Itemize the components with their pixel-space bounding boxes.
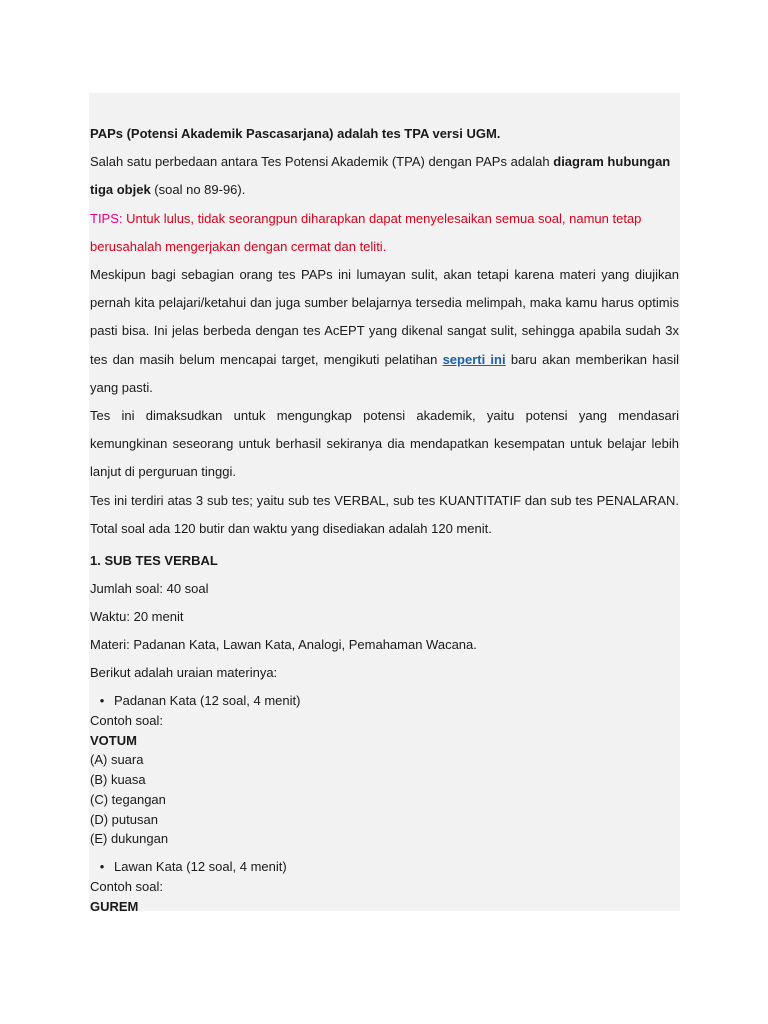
paragraph-difference: Salah satu perbedaan antara Tes Potensi Akademik (TPA) dengan PAPs adalah diagram hubungan tiga objek (soal no 89-96). <box>90 154 671 198</box>
paragraph-motivation: Meskipun bagi sebagian orang tes PAPs ini lumayan sulit, akan tetapi karena materi yang diujikan pernah kita pelajari/ketahui dan juga sumber belajarnya tersedia melimpah, maka kamu harus optimis pasti bisa. Ini jelas berbeda dengan tes AcEPT yang dikenal sangat sulit, sehingga apabila sudah 3x tes dan masih belum mencapai target, mengikuti pelatihan seperti ini baru akan memberikan hasil yang pasti. <box>90 267 679 395</box>
section-heading-verbal: 1. SUB TES VERBAL <box>90 553 218 569</box>
jumlah-soal: Jumlah soal: 40 soal <box>90 581 209 597</box>
uraian-intro: Berikut adalah uraian materinya: <box>90 665 278 681</box>
bullet-padanan-kata <box>90 691 679 711</box>
bullet-label: Lawan Kata (12 soal, 4 menit) <box>114 858 287 874</box>
tips-label: TIPS: <box>90 210 123 226</box>
paragraph-purpose: Tes ini dimaksudkan untuk mengungkap potensi akademik, yaitu potensi yang mendasari kemungkinan seseorang untuk berhasil sekiranya dia mendapatkan kesempatan untuk belajar lebih lanjut di perguruan tinggi. <box>90 408 679 480</box>
question-word: VOTUM <box>90 732 137 748</box>
option-e: (E) dukungan <box>90 831 169 847</box>
document-content <box>90 93 679 911</box>
question-word: GUREM <box>90 898 139 911</box>
bullet-icon: • <box>99 858 105 874</box>
contoh-soal-label: Contoh soal: <box>90 713 163 729</box>
bullet-lawan-kata <box>90 857 679 877</box>
option-b: (B) kuasa <box>90 772 146 788</box>
tips-paragraph: TIPS: Untuk lulus, tidak seorangpun diharapkan dapat menyelesaikan semua soal, namun tetap berusahalah mengerjakan dengan cermat dan teliti. <box>90 210 642 254</box>
document-title: PAPs (Potensi Akademik Pascasarjana) adalah tes TPA versi UGM. <box>90 126 501 141</box>
option-c: (C) tegangan <box>90 791 166 807</box>
materi: Materi: Padanan Kata, Lawan Kata, Analogi, Pemahaman Wacana. <box>90 637 477 653</box>
paragraph-structure: Tes ini terdiri atas 3 sub tes; yaitu sub tes VERBAL, sub tes KUANTITATIF dan sub tes PENALARAN. Total soal ada 120 butir dan waktu yang disediakan adalah 120 menit. <box>90 492 679 536</box>
contoh-soal-label: Contoh soal: <box>90 878 163 894</box>
option-d: (D) putusan <box>90 811 158 827</box>
option-a: (A) suara <box>90 752 144 768</box>
waktu: Waktu: 20 menit <box>90 609 184 625</box>
bullet-icon: • <box>99 693 105 709</box>
document-page <box>89 93 680 911</box>
bullet-label: Padanan Kata (12 soal, 4 menit) <box>114 693 301 709</box>
seperti-ini-link[interactable]: seperti ini <box>442 351 506 367</box>
